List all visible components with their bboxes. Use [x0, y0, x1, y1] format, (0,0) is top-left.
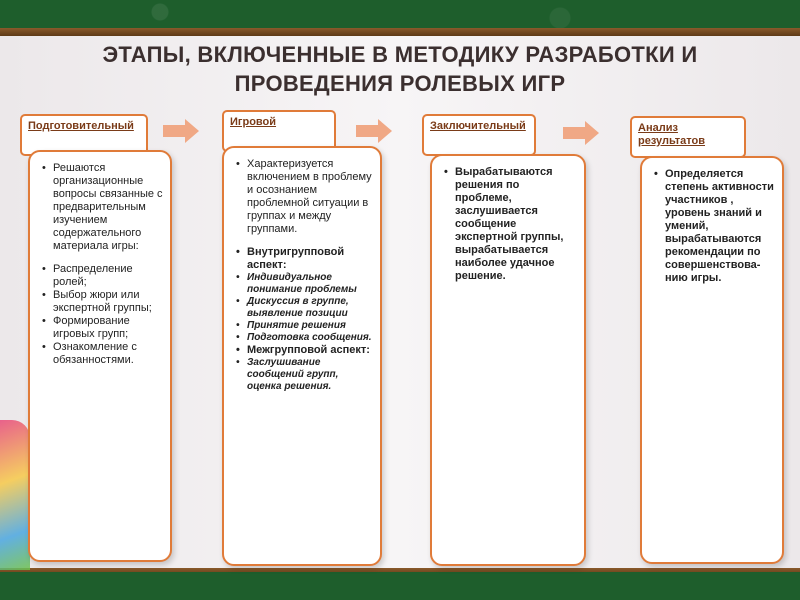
decorative-book-image: [0, 420, 30, 570]
stage-analysis-label: Анализ результатов: [630, 116, 746, 158]
list-item: • Заслушивание сообщений групп, оценка решения.: [236, 357, 374, 393]
list-item: • Индивидуальное понимание проблемы: [236, 272, 374, 296]
chalkboard-bottom: [0, 572, 800, 600]
stage-game-label: Игровой: [222, 110, 336, 152]
wood-frame-top: [0, 28, 800, 36]
stage-game-box: [222, 146, 382, 566]
stage-preparatory-label: Подготовительный: [20, 114, 148, 156]
list-item: • Определяется степень активности участников , уровень знаний и умений, вырабатываются рекомендации по совершенствова-нию игры.: [654, 168, 776, 285]
slide-title: [20, 40, 780, 98]
title-line-2: ПРОВЕДЕНИЯ РОЛЕВЫХ ИГР: [234, 71, 566, 96]
list-item: • Характеризуется включением в проблему и осознанием проблемной ситуации в группах и между группами.: [236, 158, 374, 236]
arrow-right-icon: [356, 119, 392, 143]
stage-final-box: [430, 154, 586, 566]
arrow-right-icon: [563, 121, 599, 145]
list-item-heading: • Внутригрупповой аспект:: [236, 246, 374, 272]
stage-analysis-box: [640, 156, 784, 564]
list-item: • Распределение ролей;: [42, 263, 164, 289]
list-item: • Ознакомление с обязанностями.: [42, 341, 164, 367]
chalkboard-top: [0, 0, 800, 30]
list-item: • Выбор жюри или экспертной группы;: [42, 289, 164, 315]
list-item: • Подготовка сообщения.: [236, 332, 374, 344]
list-item: • Дискуссия в группе, выявление позиции: [236, 296, 374, 320]
arrow-right-icon: [163, 119, 199, 143]
list-item: • Принятие решения: [236, 320, 374, 332]
stage-final-label: Заключительный: [422, 114, 536, 156]
list-item: • Формирование игровых групп;: [42, 315, 164, 341]
title-line-1: ЭТАПЫ, ВКЛЮЧЕННЫЕ В МЕТОДИКУ РАЗРАБОТКИ И: [102, 42, 698, 67]
list-item: • Решаются организационные вопросы связанные с предварительным изучением содержательного материала игры:: [42, 162, 164, 253]
stage-preparatory-box: [28, 150, 172, 562]
list-item-heading: • Межгрупповой аспект:: [236, 344, 374, 357]
list-item: • Вырабатываются решения по проблеме, заслушивается сообщение экспертной группы, вырабатывается наиболее удачное решение.: [444, 166, 578, 283]
